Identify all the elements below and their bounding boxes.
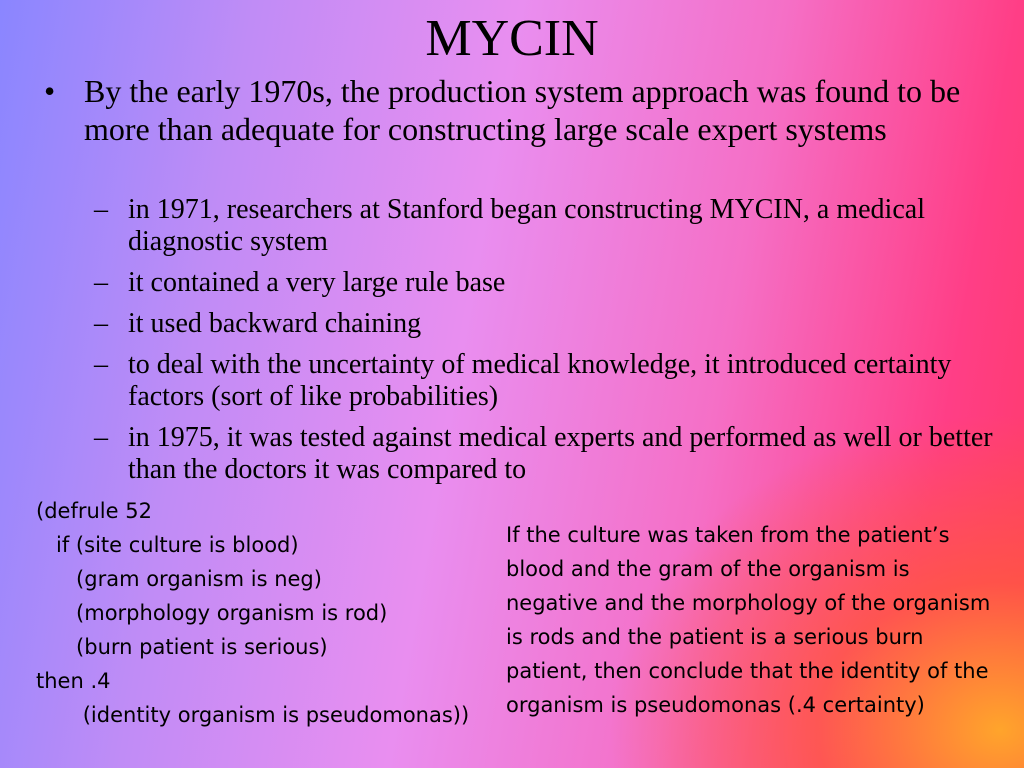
code-line: then .4 <box>36 669 111 693</box>
code-line: (identity organism is pseudomonas)) <box>36 703 470 727</box>
rule-code-block <box>36 494 506 732</box>
explanation-line: organism is pseudomonas (.4 certainty) <box>506 693 925 717</box>
main-bullet-text: By the early 1970s, the production system approach was found to be more than adequate for constructing large scale expert systems <box>84 73 961 147</box>
bullet-marker: • <box>44 73 56 109</box>
main-bullet <box>44 72 1004 148</box>
sub-bullet-item <box>94 422 1014 486</box>
code-line: (burn patient is serious) <box>36 635 328 659</box>
code-line: (morphology organism is rod) <box>36 601 388 625</box>
dash-marker: – <box>94 194 108 225</box>
sub-bullet-item <box>94 308 1014 340</box>
dash-marker: – <box>94 308 108 339</box>
code-line: if (site culture is blood) <box>36 533 299 557</box>
sub-bullet-text: it contained a very large rule base <box>128 267 506 298</box>
sub-bullet-item <box>94 194 1014 258</box>
explanation-line: If the culture was taken from the patient’s <box>506 523 950 547</box>
dash-marker: – <box>94 349 108 380</box>
sub-bullet-item <box>94 267 1014 299</box>
sub-bullet-item <box>94 349 1014 413</box>
sub-bullet-text: in 1971, researchers at Stanford began constructing MYCIN, a medical diagnostic system <box>128 194 925 257</box>
sub-bullet-text: in 1975, it was tested against medical experts and performed as well or better than the doctors it was compared to <box>128 422 993 485</box>
rule-explanation <box>506 518 1024 722</box>
sub-bullet-text: to deal with the uncertainty of medical knowledge, it introduced certainty factors (sort of like probabilities) <box>128 349 952 412</box>
explanation-line: negative and the morphology of the organism <box>506 591 991 615</box>
code-line: (defrule 52 <box>36 499 152 523</box>
explanation-line: is rods and the patient is a serious burn <box>506 625 924 649</box>
code-line: (gram organism is neg) <box>36 567 322 591</box>
slide-title: MYCIN <box>425 10 599 67</box>
explanation-line: blood and the gram of the organism is <box>506 557 910 581</box>
sub-bullet-text: it used backward chaining <box>128 308 422 339</box>
sub-bullet-list <box>94 194 1014 495</box>
explanation-line: patient, then conclude that the identity of the <box>506 659 989 683</box>
dash-marker: – <box>94 422 108 453</box>
dash-marker: – <box>94 267 108 298</box>
